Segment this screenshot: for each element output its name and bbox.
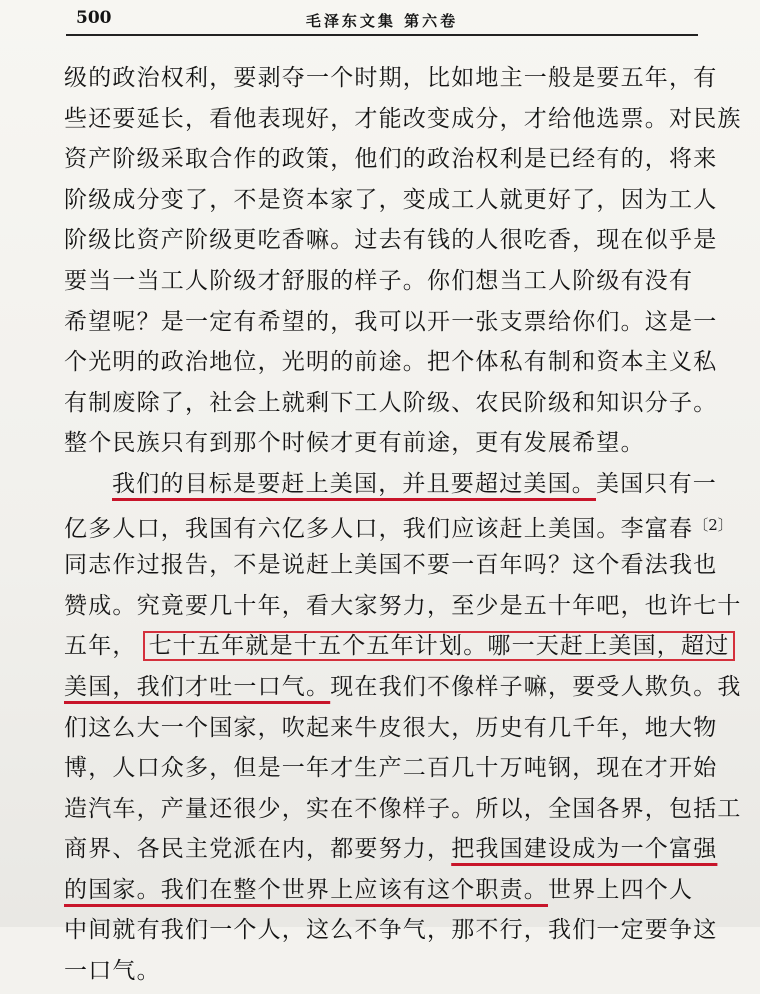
- text-span: 世界上四个人: [548, 876, 694, 903]
- text-line: 有制废除了，社会上就剩下工人阶级、农民阶级和知识分子。: [64, 389, 718, 416]
- text-line: 阶级成分变了，不是资本家了，变成工人就更好了，因为工人: [64, 186, 718, 213]
- text-line: 造汽车，产量还很少，实在不像样子。所以，全国各界，包括工: [64, 795, 742, 822]
- text-line: 要当一当工人阶级才舒服的样子。你们想当工人阶级有没有: [64, 267, 694, 294]
- text-line: 希望呢？是一定有希望的，我可以开一张支票给你们。这是一: [64, 308, 718, 335]
- running-title: 毛泽东文集 第六卷: [305, 12, 459, 30]
- text-span: 商界、各民主党派在内，都要努力，: [64, 836, 452, 863]
- text-line: [64, 507, 733, 548]
- text-line: [64, 669, 742, 710]
- underlined-phrase: 美国，我们才吐一口气。: [64, 673, 331, 700]
- text-line: 同志作过报告，不是说赶上美国不要一百年吗？这个看法我也: [64, 552, 718, 579]
- text-line: 们这么大一个国家，吹起来牛皮很大，历史有几千年，地大物: [64, 714, 718, 741]
- underlined-phrase: 的国家。我们在整个世界上应该有这个职责。: [64, 876, 548, 903]
- text-line: 个光明的政治地位，光明的前途。把个体私有制和资本主义私: [64, 349, 718, 376]
- text-line: 一口气。: [64, 958, 161, 985]
- text-line: [64, 872, 704, 913]
- text-span: 五年，: [64, 633, 137, 660]
- page-number: 500: [76, 8, 112, 28]
- underlined-phrase: 我们的目标是要赶上美国，并且要超过美国。: [112, 470, 596, 497]
- page-header: [66, 8, 698, 36]
- text-line: 中间就有我们一个人，这么不争气，那不行，我们一定要争这: [64, 917, 718, 944]
- text-span: 亿多人口，我国有六亿多人口，我们应该赶上美国。李富春: [64, 515, 694, 542]
- text-line: 些还要延长，看他表现好，才能改变成分，才给他选票。对民族: [64, 105, 742, 132]
- text-line: [64, 831, 718, 872]
- text-line: [64, 466, 717, 507]
- text-line: [64, 628, 730, 669]
- text-line: 资产阶级采取合作的政策，他们的政治权利是已经有的，将来: [64, 146, 718, 173]
- footnote-marker: 〔2〕: [693, 515, 733, 534]
- boxed-phrase: 七十五年就是十五个五年计划。哪一天赶上美国，超过: [143, 631, 736, 661]
- text-line: 阶级比资产阶级更吃香嘛。过去有钱的人很吃香，现在似乎是: [64, 227, 718, 254]
- body-text: [64, 60, 742, 994]
- text-span: 美国只有一: [596, 470, 717, 497]
- text-line: 博，人口众多，但是一年才生产二百几十万吨钢，现在才开始: [64, 755, 718, 782]
- underlined-phrase: 把我国建设成为一个富强: [451, 836, 718, 863]
- text-line: 级的政治权利，要剥夺一个时期，比如地主一般是要五年，有: [64, 65, 718, 91]
- text-line: 赞成。究竟要几十年，看大家努力，至少是五十年吧，也许七十: [64, 592, 742, 619]
- text-span: 现在我们不像样子嘛，要受人欺负。我: [330, 673, 742, 700]
- text-line: 整个民族只有到那个时候才更有前途，更有发展希望。: [64, 430, 645, 457]
